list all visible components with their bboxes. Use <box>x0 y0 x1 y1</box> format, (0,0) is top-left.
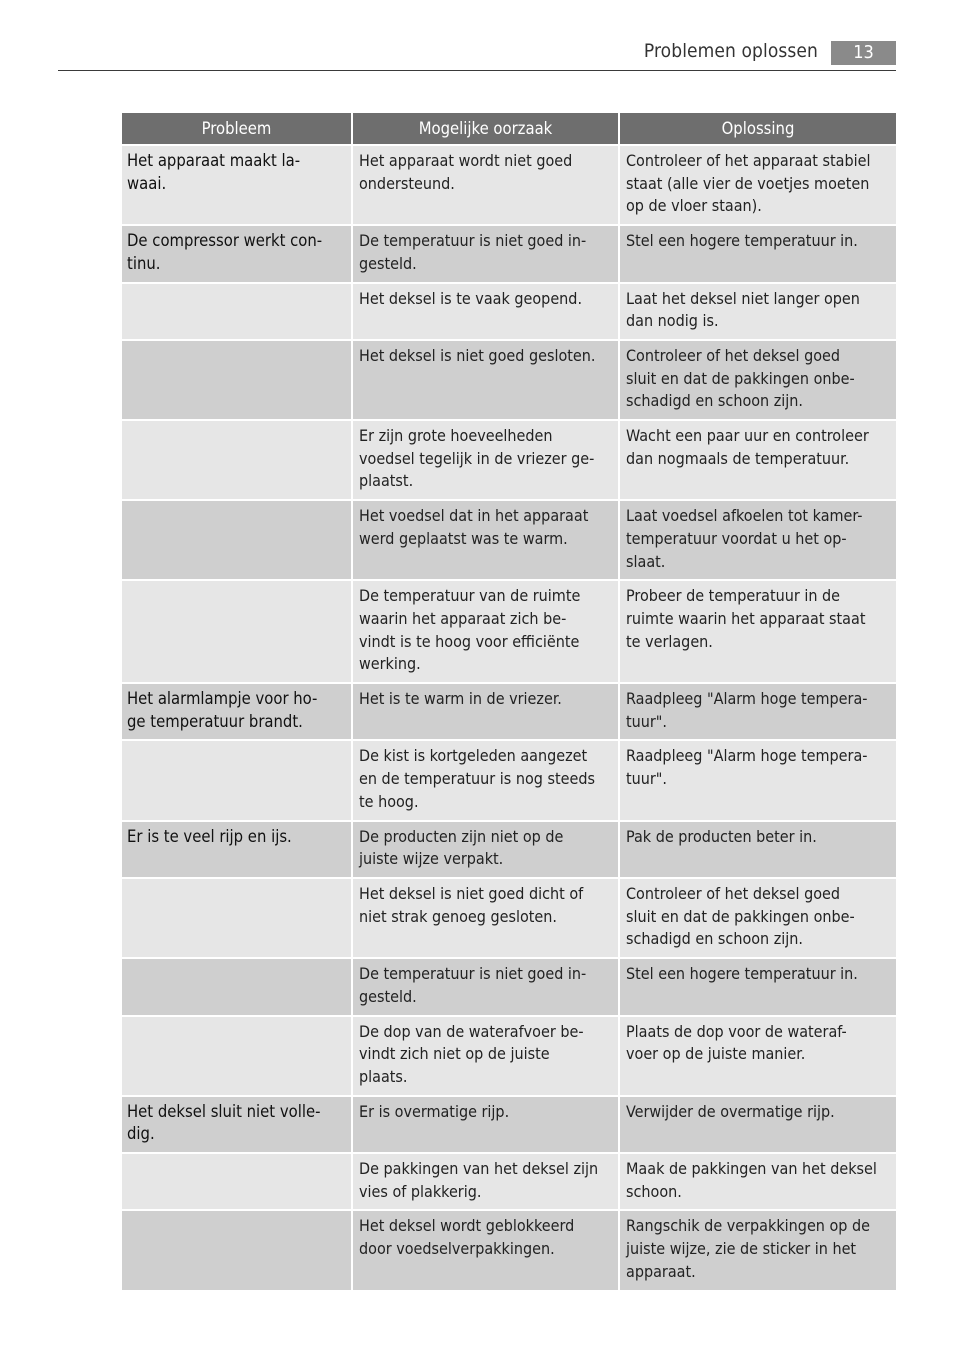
solution-cell: Controleer of het deksel goed sluit en dat de pakkingen onbe- schadigd en schoon zijn. <box>620 879 896 957</box>
table-row <box>122 1211 896 1289</box>
table-row <box>122 226 896 281</box>
problem-cell <box>122 959 351 1014</box>
table-header-row <box>122 113 896 144</box>
solution-cell: Wacht een paar uur en controleer dan nogmaals de temperatuur. <box>620 421 896 499</box>
problem-cell <box>122 581 351 682</box>
solution-cell: Plaats de dop voor de wateraf- voer op de juiste manier. <box>620 1017 896 1095</box>
cause-cell: De temperatuur van de ruimte waarin het apparaat zich be- vindt is te hoog voor efficiënte werking. <box>353 581 618 682</box>
table-row <box>122 959 896 1014</box>
solution-cell: Pak de producten beter in. <box>620 822 896 877</box>
cause-cell: Het voedsel dat in het apparaat werd geplaatst was te warm. <box>353 501 618 579</box>
table-row <box>122 879 896 957</box>
cause-cell: Er is overmatige rijp. <box>353 1097 618 1152</box>
table-row <box>122 1097 896 1152</box>
cause-cell: Het apparaat wordt niet goed ondersteund. <box>353 146 618 224</box>
troubleshooting-table <box>120 111 898 1292</box>
problem-cell <box>122 341 351 419</box>
solution-cell: Controleer of het apparaat stabiel staat (alle vier de voetjes moeten op de vloer staan). <box>620 146 896 224</box>
problem-cell: Het alarmlampje voor ho- ge temperatuur brandt. <box>122 684 351 739</box>
troubleshooting-table-container <box>122 111 896 1292</box>
column-header-cause: Mogelijke oorzaak <box>353 113 618 144</box>
cause-cell: De kist is kortgeleden aangezet en de temperatuur is nog steeds te hoog. <box>353 741 618 819</box>
solution-cell: Maak de pakkingen van het deksel schoon. <box>620 1154 896 1209</box>
table-row <box>122 741 896 819</box>
table-row <box>122 581 896 682</box>
problem-cell <box>122 879 351 957</box>
solution-cell: Verwijder de overmatige rijp. <box>620 1097 896 1152</box>
problem-cell <box>122 1017 351 1095</box>
solution-cell: Probeer de temperatuur in de ruimte waarin het apparaat staat te verlagen. <box>620 581 896 682</box>
table-row <box>122 341 896 419</box>
problem-cell <box>122 1211 351 1289</box>
table-row <box>122 421 896 499</box>
cause-cell: Het deksel is niet goed gesloten. <box>353 341 618 419</box>
section-title: Problemen oplossen <box>643 40 818 62</box>
problem-cell <box>122 284 351 339</box>
cause-cell: De temperatuur is niet goed in- gesteld. <box>353 226 618 281</box>
table-row <box>122 684 896 739</box>
problem-cell: Het apparaat maakt la- waai. <box>122 146 351 224</box>
cause-cell: Het deksel is niet goed dicht of niet strak genoeg gesloten. <box>353 879 618 957</box>
problem-cell: Het deksel sluit niet volle- dig. <box>122 1097 351 1152</box>
cause-cell: Het is te warm in de vriezer. <box>353 684 618 739</box>
problem-cell: De compressor werkt con- tinu. <box>122 226 351 281</box>
table-row <box>122 501 896 579</box>
solution-cell: Stel een hogere temperatuur in. <box>620 226 896 281</box>
table-row <box>122 822 896 877</box>
column-header-problem: Probleem <box>122 113 351 144</box>
table-body <box>122 146 896 1290</box>
solution-cell: Rangschik de verpakkingen op de juiste wijze, zie de sticker in het apparaat. <box>620 1211 896 1289</box>
cause-cell: De pakkingen van het deksel zijn vies of plakkerig. <box>353 1154 618 1209</box>
cause-cell: Het deksel wordt geblokkeerd door voedselverpakkingen. <box>353 1211 618 1289</box>
cause-cell: Er zijn grote hoeveelheden voedsel tegelijk in de vriezer ge- plaatst. <box>353 421 618 499</box>
table-row <box>122 1154 896 1209</box>
solution-cell: Raadpleeg "Alarm hoge tempera- tuur". <box>620 741 896 819</box>
page-number: 13 <box>831 41 896 65</box>
solution-cell: Laat het deksel niet langer open dan nodig is. <box>620 284 896 339</box>
problem-cell <box>122 421 351 499</box>
solution-cell: Stel een hogere temperatuur in. <box>620 959 896 1014</box>
table-row <box>122 284 896 339</box>
problem-cell <box>122 741 351 819</box>
cause-cell: De temperatuur is niet goed in- gesteld. <box>353 959 618 1014</box>
solution-cell: Laat voedsel afkoelen tot kamer- temperatuur voordat u het op- slaat. <box>620 501 896 579</box>
cause-cell: Het deksel is te vaak geopend. <box>353 284 618 339</box>
table-row <box>122 1017 896 1095</box>
cause-cell: De dop van de waterafvoer be- vindt zich niet op de juiste plaats. <box>353 1017 618 1095</box>
problem-cell: Er is te veel rijp en ijs. <box>122 822 351 877</box>
problem-cell <box>122 501 351 579</box>
page-header <box>58 36 896 71</box>
problem-cell <box>122 1154 351 1209</box>
column-header-solution: Oplossing <box>620 113 896 144</box>
cause-cell: De producten zijn niet op de juiste wijze verpakt. <box>353 822 618 877</box>
solution-cell: Controleer of het deksel goed sluit en dat de pakkingen onbe- schadigd en schoon zijn. <box>620 341 896 419</box>
table-row <box>122 146 896 224</box>
solution-cell: Raadpleeg "Alarm hoge tempera- tuur". <box>620 684 896 739</box>
